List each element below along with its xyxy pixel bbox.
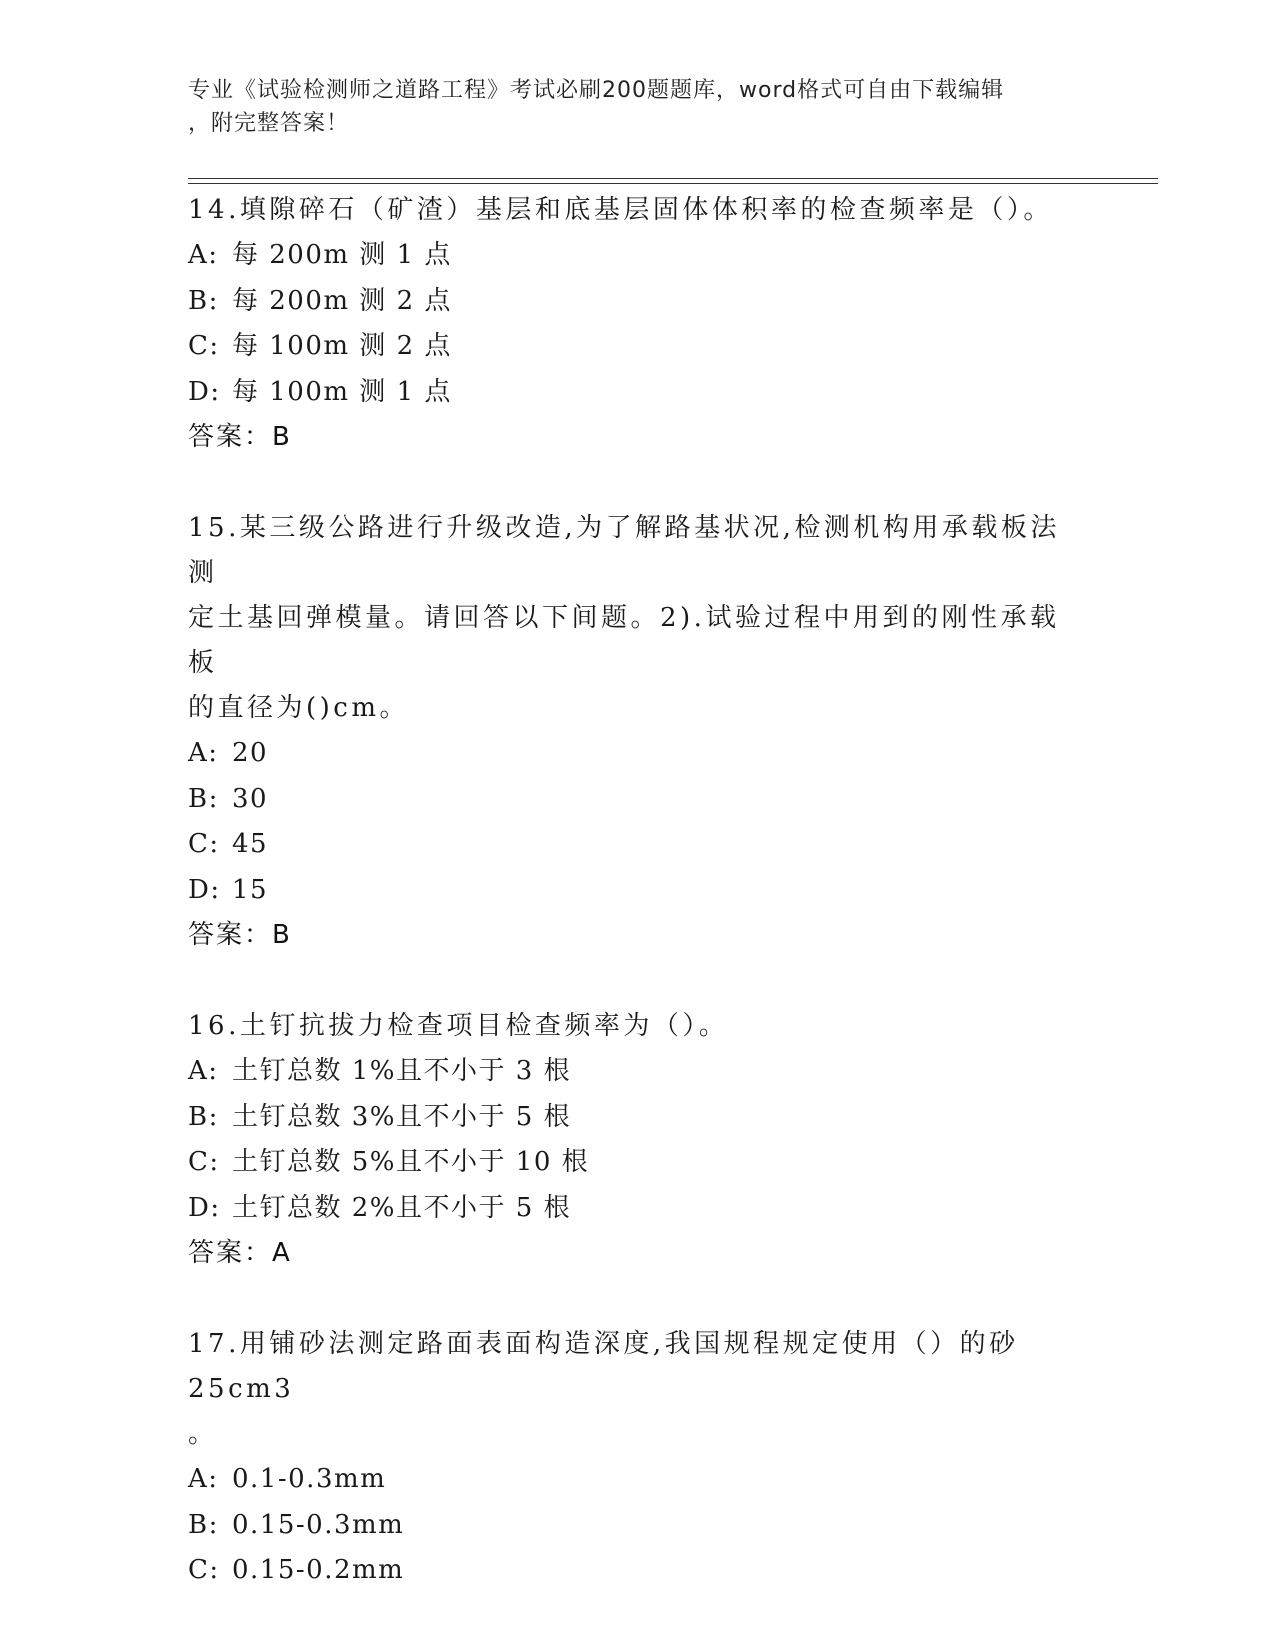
question-stem-line: 17.用铺砂法测定路面表面构造深度,我国规程规定使用（）的砂 25cm3 <box>188 1329 1019 1404</box>
option-a <box>188 1049 1088 1095</box>
option-d <box>188 370 1088 416</box>
option-c <box>188 1140 1088 1186</box>
option-key: D: <box>188 1192 221 1223</box>
option-text: 土钉总数 5%且不小于 10 根 <box>232 1147 590 1177</box>
option-key: B: <box>188 1101 219 1132</box>
option-key: C: <box>188 1147 220 1177</box>
option-a <box>188 1457 1088 1503</box>
option-key: A: <box>188 1056 219 1086</box>
option-text: 20 <box>232 738 269 768</box>
question-stem-line: 定土基回弹模量。请回答以下间题。2).试验过程中用到的刚性承载板 <box>188 603 1060 678</box>
header-divider-top <box>188 178 1158 179</box>
option-text: 15 <box>232 874 269 905</box>
option-text: 土钉总数 3%且不小于 5 根 <box>232 1101 572 1132</box>
option-text: 每 200m 测 1 点 <box>232 240 452 270</box>
option-b <box>188 1503 1088 1549</box>
header-line-1: 专业《试验检测师之道路工程》考试必刷200题题库，word格式可自由下载编辑 <box>188 78 1005 103</box>
option-text: 每 100m 测 2 点 <box>232 331 452 361</box>
answer-line: 答案：B <box>188 422 292 452</box>
option-text: 0.15-0.3mm <box>232 1509 405 1540</box>
option-key: B: <box>188 285 219 316</box>
option-text: 土钉总数 1%且不小于 3 根 <box>232 1056 572 1086</box>
question-stem-line: 。 <box>188 1419 218 1449</box>
option-text: 0.1-0.3mm <box>232 1464 387 1494</box>
answer-line: 答案：A <box>188 1238 292 1268</box>
option-key: B: <box>188 783 219 814</box>
question-stem-line: 16.土钉抗拔力检查项目检查频率为（）。 <box>188 1011 729 1041</box>
option-d <box>188 868 1088 914</box>
option-a <box>188 731 1088 777</box>
option-b <box>188 279 1088 325</box>
option-text: 0.15-0.2mm <box>232 1555 405 1585</box>
option-key: D: <box>188 874 221 905</box>
option-text: 每 200m 测 2 点 <box>232 285 452 316</box>
question-14 <box>188 188 1088 460</box>
option-d <box>188 1186 1088 1232</box>
question-stem-line: 15.某三级公路进行升级改造,为了解路基状况,检测机构用承载板法测 <box>188 513 1060 588</box>
question-spacer <box>188 1276 1088 1322</box>
question-15 <box>188 506 1088 958</box>
option-c <box>188 324 1088 370</box>
question-spacer <box>188 958 1088 1004</box>
option-b <box>188 777 1088 823</box>
option-b <box>188 1095 1088 1141</box>
option-key: C: <box>188 1555 220 1585</box>
question-stem-line: 14.填隙碎石（矿渣）基层和底基层固体体积率的检查频率是（）。 <box>188 195 1053 225</box>
question-list <box>188 188 1088 1594</box>
answer-line: 答案：B <box>188 920 292 950</box>
option-key: A: <box>188 240 219 270</box>
option-text: 45 <box>232 829 269 859</box>
question-stem-line: 的直径为()cm。 <box>188 693 410 723</box>
option-key: C: <box>188 331 220 361</box>
option-key: C: <box>188 829 220 859</box>
option-key: B: <box>188 1509 219 1540</box>
question-17 <box>188 1322 1088 1594</box>
option-key: A: <box>188 738 219 768</box>
option-key: A: <box>188 1464 219 1494</box>
option-c <box>188 822 1088 868</box>
document-header <box>188 74 1068 140</box>
option-text: 每 100m 测 1 点 <box>232 376 452 407</box>
question-spacer <box>188 460 1088 506</box>
option-c <box>188 1548 1088 1594</box>
option-key: D: <box>188 376 221 407</box>
question-16 <box>188 1004 1088 1276</box>
option-text: 土钉总数 2%且不小于 5 根 <box>232 1192 572 1223</box>
header-divider-bottom <box>188 183 1158 184</box>
option-a <box>188 233 1088 279</box>
header-line-2: ，附完整答案！ <box>188 111 350 136</box>
option-text: 30 <box>232 783 269 814</box>
